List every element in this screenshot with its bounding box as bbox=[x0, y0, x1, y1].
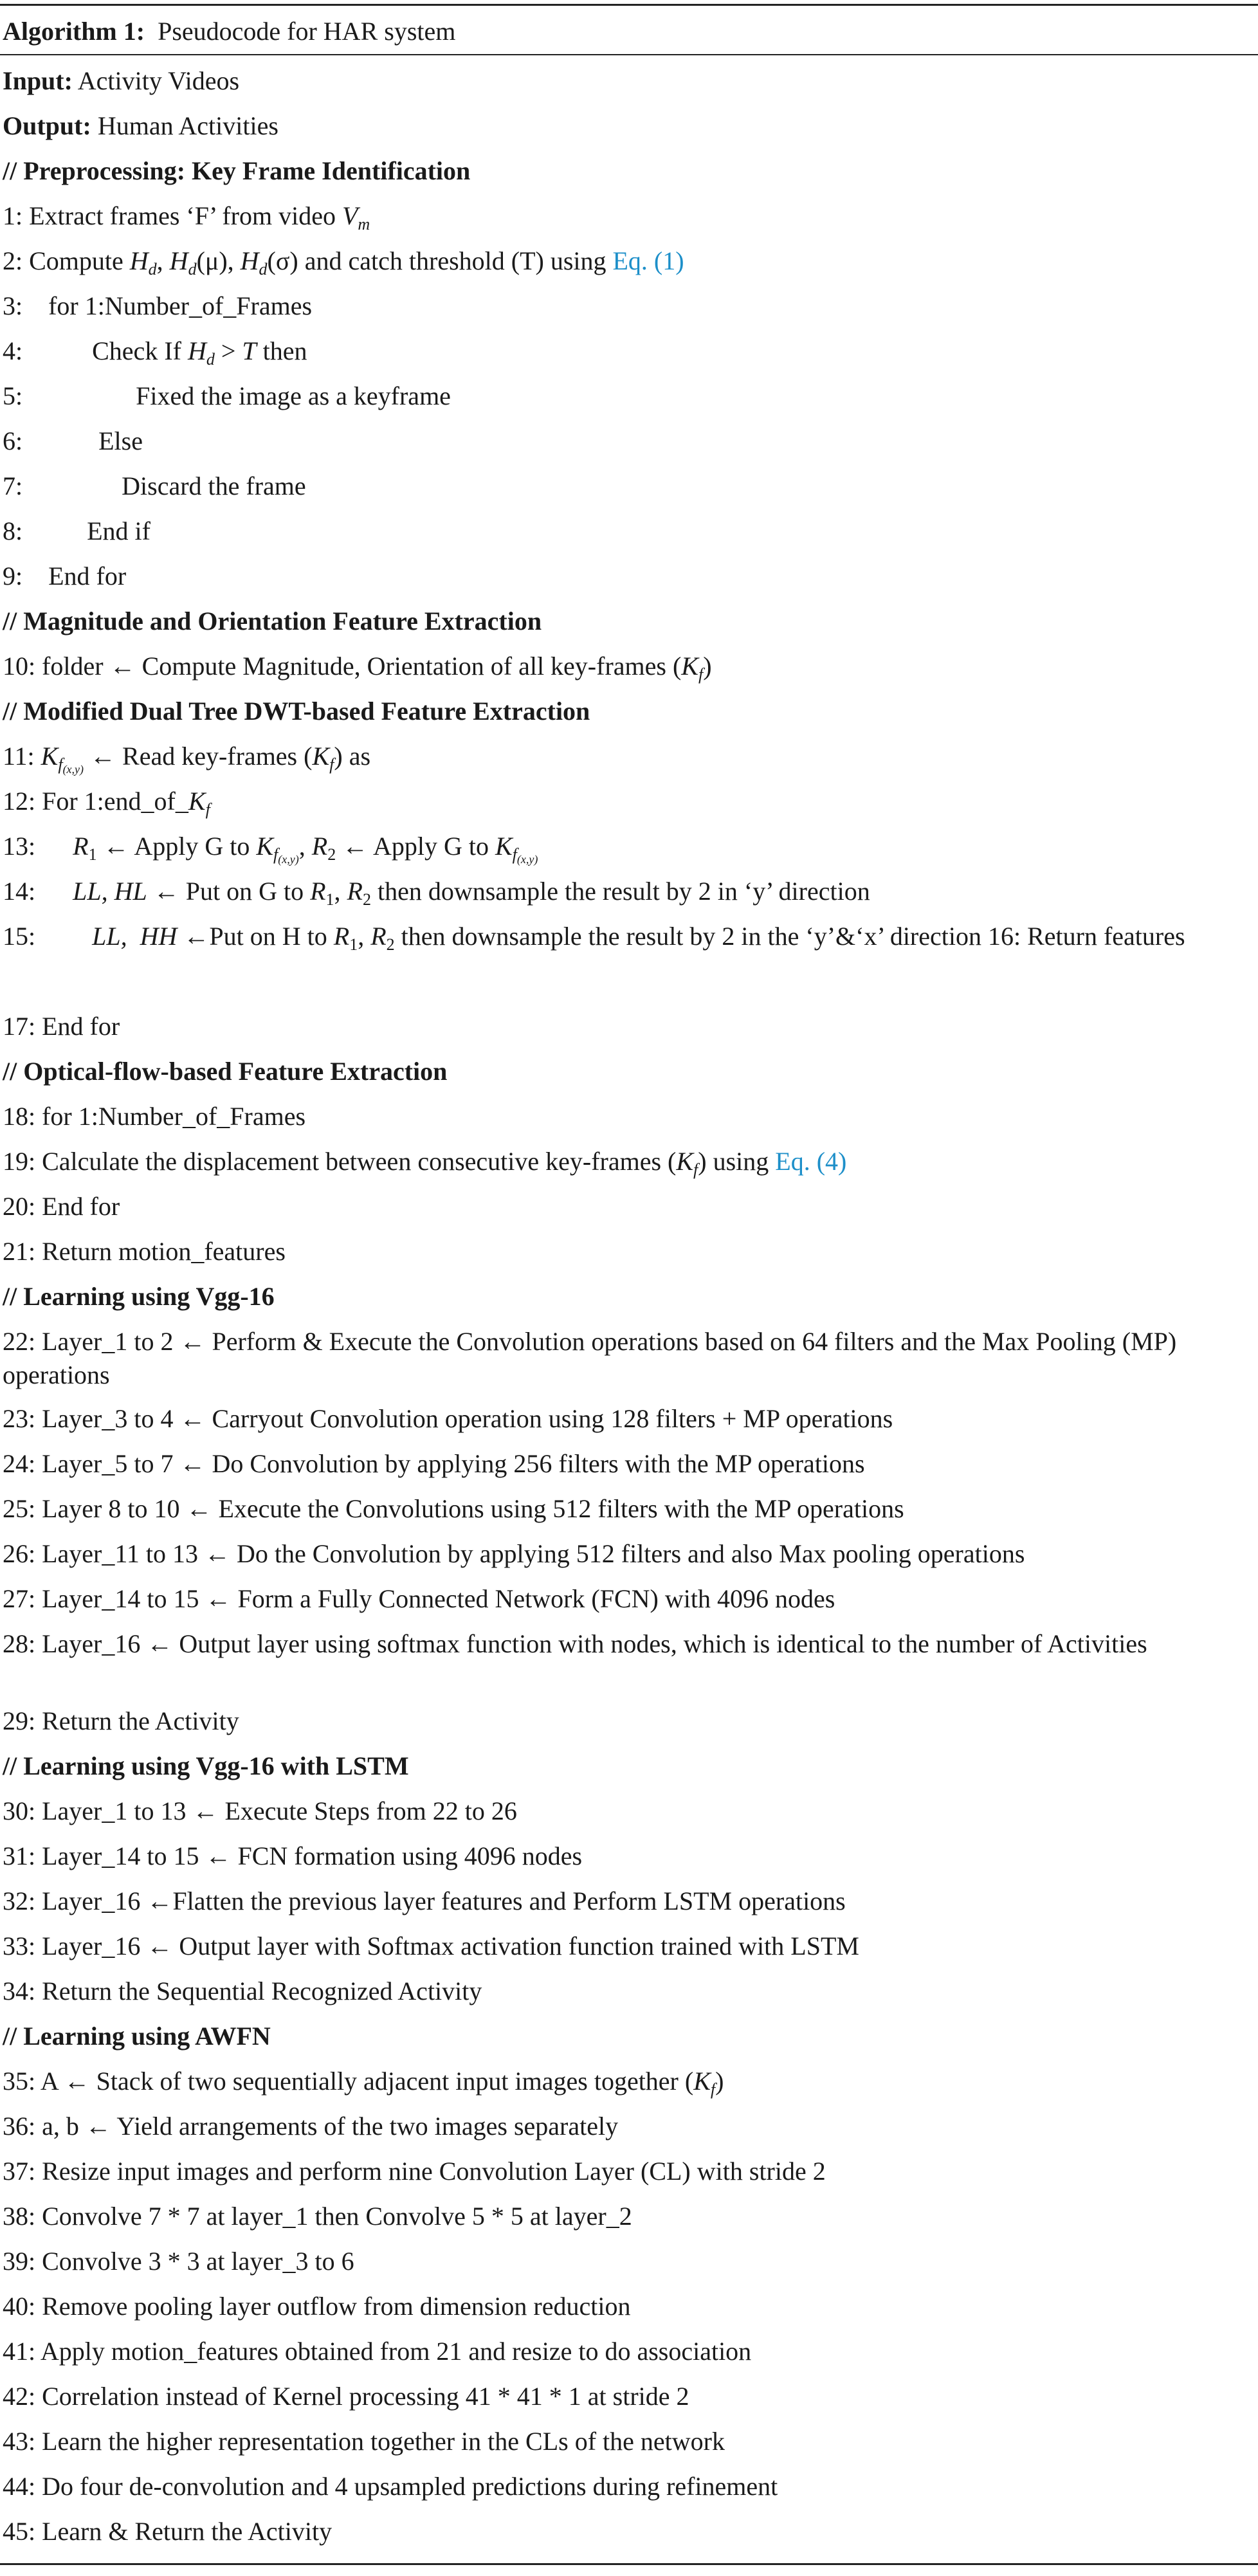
step-39: 39: Convolve 3 * 3 at layer_3 to 6 bbox=[3, 2247, 354, 2276]
step-9: 9: End for bbox=[3, 562, 127, 590]
step-24: 24: Layer_5 to 7 ← Do Convolution by applying 256 filters with the MP operations bbox=[3, 1449, 865, 1478]
step-11: 11: $K_{f_{(x,y)}}$ ← Read key-frames $(K_f)$ as bbox=[3, 742, 371, 776]
step-14: 14: LL, HL ← Put on G to $R_1$, $R_2$ then downsample the result by 2 in ‘y’ direction bbox=[3, 877, 870, 909]
step-30: 30: Layer_1 to 13 ← Execute Steps from 22 to 26 bbox=[3, 1796, 517, 1825]
step-29: 29: Return the Activity bbox=[3, 1706, 239, 1735]
section-awfn: // Learning using AWFN bbox=[3, 2022, 271, 2051]
header-rule bbox=[0, 54, 1258, 55]
step-45: 45: Learn & Return the Activity bbox=[3, 2517, 333, 2546]
input-line: Input: Activity Videos bbox=[3, 66, 240, 95]
step-28: 28: Layer_16 ← Output layer using softmax function with nodes, which is identical to the number of Activities bbox=[3, 1629, 1147, 1658]
step-27: 27: Layer_14 to 15 ← Form a Fully Connected Network (FCN) with 4096 nodes bbox=[3, 1584, 835, 1613]
section-vgg16-lstm: // Learning using Vgg-16 with LSTM bbox=[3, 1751, 409, 1780]
step-18: 18: for 1:Number_of_Frames bbox=[3, 1102, 306, 1131]
bottom-rule bbox=[0, 2563, 1258, 2565]
step-31: 31: Layer_14 to 15 ← FCN formation using 4096 nodes bbox=[3, 1841, 583, 1870]
step-43: 43: Learn the higher representation together in the CLs of the network bbox=[3, 2427, 725, 2456]
output-line: Output: Human Activities bbox=[3, 111, 278, 140]
step-23: 23: Layer_3 to 4 ← Carryout Convolution operation using 128 filters + MP operations bbox=[3, 1404, 893, 1433]
step-8: 8: End if bbox=[3, 516, 150, 545]
eq1-link[interactable]: Eq. (1) bbox=[612, 246, 684, 275]
algorithm-label: Algorithm 1: bbox=[3, 17, 145, 46]
step-4: 4: Check If $H_d > T$ then bbox=[3, 336, 307, 369]
step-3: 3: for 1:Number_of_Frames bbox=[3, 291, 313, 320]
step-21: 21: Return motion_features bbox=[3, 1237, 286, 1266]
step-19: 19: Calculate the displacement between consecutive key-frames $(K_f)$ using Eq. (4) bbox=[3, 1147, 847, 1179]
step-38: 38: Convolve 7 * 7 at layer_1 then Convolve 5 * 5 at layer_2 bbox=[3, 2202, 632, 2231]
step-7: 7: Discard the frame bbox=[3, 471, 306, 500]
step-42: 42: Correlation instead of Kernel processing 41 * 41 * 1 at stride 2 bbox=[3, 2382, 689, 2411]
step-13: 13: $R_1$ ← Apply G to $K_{f_{(x,y)}}$, $R_2$ ← Apply G to $K_{f_{(x,y)}}$ bbox=[3, 832, 538, 866]
step-33: 33: Layer_16 ← Output layer with Softmax activation function trained with LSTM bbox=[3, 1932, 859, 1960]
step-44: 44: Do four de-convolution and 4 upsampled predictions during refinement bbox=[3, 2472, 778, 2501]
step-25: 25: Layer 8 to 10 ← Execute the Convolutions using 512 filters with the MP operations bbox=[3, 1494, 904, 1523]
step-1: 1: Extract frames ‘F’ from video $V_m$ bbox=[3, 201, 370, 233]
step-12: 12: For $1:end\_of\_K_f$ bbox=[3, 787, 210, 819]
step-20: 20: End for bbox=[3, 1192, 120, 1221]
step-17: 17: End for bbox=[3, 1012, 120, 1041]
section-preprocessing: // Preprocessing: Key Frame Identification bbox=[3, 156, 471, 185]
algorithm-caption: Pseudocode for HAR system bbox=[158, 17, 456, 46]
step-41: 41: Apply motion_features obtained from 21 and resize to do association bbox=[3, 2337, 752, 2366]
step-15: 15: LL, HH ←Put on H to $R_1$, $R_2$ then downsample the result by 2 in the ‘y’&‘x’ direction 16: Return features bbox=[3, 922, 1185, 954]
section-optical-flow: // Optical-flow-based Feature Extraction bbox=[3, 1057, 448, 1086]
step-35: 35: A ← Stack of two sequentially adjacent input images together $(K_f)$ bbox=[3, 2067, 724, 2099]
step-26: 26: Layer_11 to 13 ← Do the Convolution by applying 512 filters and also Max pooling operations bbox=[3, 1539, 1025, 1568]
step-34: 34: Return the Sequential Recognized Activity bbox=[3, 1977, 482, 2005]
section-magnitude: // Magnitude and Orientation Feature Extraction bbox=[3, 607, 542, 635]
step-6: 6: Else bbox=[3, 426, 143, 455]
step-2: 2: Compute $H_d$, $H_d(\mu)$, $H_d(\sigma)$ and catch threshold (T) using Eq. (1) bbox=[3, 246, 684, 279]
step-32: 32: Layer_16 ←Flatten the previous layer features and Perform LSTM operations bbox=[3, 1886, 846, 1915]
eq4-link[interactable]: Eq. (4) bbox=[775, 1147, 847, 1176]
step-37: 37: Resize input images and perform nine Convolution Layer (CL) with stride 2 bbox=[3, 2157, 826, 2186]
step-10: 10: folder ← Compute Magnitude, Orientation of all key-frames $(K_f)$ bbox=[3, 652, 712, 684]
section-dwt: // Modified Dual Tree DWT-based Feature Extraction bbox=[3, 697, 590, 726]
step-5: 5: Fixed the image as a keyframe bbox=[3, 381, 451, 410]
step-36: 36: a, b ← Yield arrangements of the two images separately bbox=[3, 2112, 619, 2141]
algorithm-title bbox=[3, 15, 455, 48]
section-vgg16: // Learning using Vgg-16 bbox=[3, 1282, 275, 1311]
step-22: 22: Layer_1 to 2 ← Perform & Execute the Convolution operations based on 64 filters and the Max Pooling (MP) operations bbox=[3, 1327, 1177, 1389]
step-40: 40: Remove pooling layer outflow from dimension reduction bbox=[3, 2292, 631, 2321]
top-rule bbox=[0, 4, 1258, 6]
